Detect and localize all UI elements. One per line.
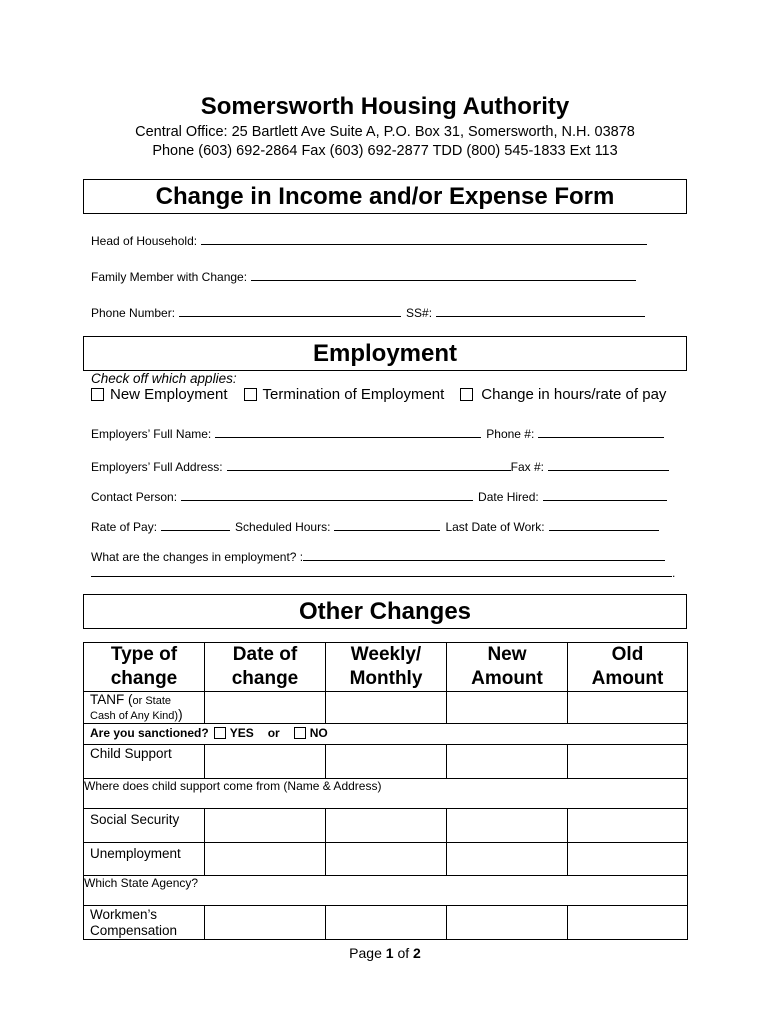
social-security-label: Social Security [90, 812, 180, 827]
contact-person-field [91, 489, 667, 504]
table-row-unemployment [84, 843, 688, 876]
social-security-old-amount-cell[interactable] [568, 809, 688, 843]
header-new-amount: New Amount [447, 643, 568, 692]
new-employment-checkbox[interactable] [91, 388, 104, 401]
option-termination[interactable] [244, 386, 445, 403]
child-support-frequency-cell[interactable] [326, 745, 447, 779]
total-pages: 2 [413, 945, 421, 961]
sanction-no-checkbox[interactable] [294, 727, 306, 739]
state-agency-label: Which State Agency? [84, 876, 199, 890]
employer-phone-label: Phone #: [486, 427, 535, 441]
unemployment-frequency-cell[interactable] [326, 843, 447, 876]
date-hired-line[interactable] [543, 489, 667, 501]
social-security-new-amount-cell[interactable] [447, 809, 568, 843]
employment-changes-line[interactable] [303, 549, 665, 561]
termination-label: Termination of Employment [262, 386, 445, 403]
employment-changes-field [91, 549, 665, 564]
employer-name-line[interactable] [215, 426, 481, 438]
tanf-small-label: or State Cash of Any Kind) [90, 695, 179, 722]
family-member-field [91, 269, 636, 284]
child-support-date-cell[interactable] [205, 745, 326, 779]
table-row-child-support-source [84, 779, 688, 809]
phone-ss-field [91, 305, 645, 320]
sanction-no-label: NO [309, 726, 328, 740]
table-row-social-security [84, 809, 688, 843]
state-agency-cell[interactable] [84, 876, 688, 906]
employer-address-line[interactable] [227, 459, 511, 471]
child-support-label: Child Support [90, 746, 172, 761]
employment-changes-label: What are the changes in employment? : [91, 550, 304, 564]
option-change-hours[interactable] [460, 386, 666, 403]
unemployment-label: Unemployment [90, 846, 181, 861]
last-date-line[interactable] [549, 519, 659, 531]
tanf-new-amount-cell[interactable] [447, 692, 568, 724]
header-type-of-change: Type of change [84, 643, 205, 692]
option-new-employment[interactable] [91, 386, 228, 403]
workmens-comp-type-cell [84, 906, 205, 940]
employer-fax-label: Fax #: [510, 460, 544, 474]
header-date-of-change: Date of change [205, 643, 326, 692]
employment-section-title: Employment [83, 336, 687, 371]
termination-checkbox[interactable] [244, 388, 257, 401]
employment-changes-end: . [672, 566, 676, 580]
workmens-comp-label: Workmen’s Compensation [90, 907, 178, 938]
employer-name-field [91, 426, 664, 441]
header-old-amount: Old Amount [568, 643, 688, 692]
child-support-type-cell [84, 745, 205, 779]
sanction-yes-label: YES [229, 726, 254, 740]
table-row-tanf [84, 692, 688, 724]
head-of-household-line[interactable] [201, 233, 647, 245]
office-address: Central Office: 25 Bartlett Ave Suite A, P.O. Box 31, Somersworth, N.H. 03878 [135, 124, 635, 140]
employer-address-label: Employers’ Full Address: [91, 460, 223, 474]
workmens-comp-frequency-cell[interactable] [326, 906, 447, 940]
page-number: Page 1 of 2 [349, 945, 421, 961]
sanction-yes-checkbox[interactable] [214, 727, 226, 739]
head-of-household-label: Head of Household: [91, 234, 198, 248]
head-of-household-field [91, 233, 647, 248]
form-title: Change in Income and/or Expense Form [83, 179, 687, 214]
tanf-frequency-cell[interactable] [326, 692, 447, 724]
sanction-cell [84, 724, 688, 745]
employer-phone-line[interactable] [538, 426, 664, 438]
table-row-sanction [84, 724, 688, 745]
employer-fax-line[interactable] [548, 459, 669, 471]
unemployment-type-cell [84, 843, 205, 876]
unemployment-old-amount-cell[interactable] [568, 843, 688, 876]
check-note: Check off which applies: [91, 371, 237, 386]
tanf-date-cell[interactable] [205, 692, 326, 724]
ss-line[interactable] [436, 305, 645, 317]
table-row-child-support [84, 745, 688, 779]
social-security-frequency-cell[interactable] [326, 809, 447, 843]
social-security-date-cell[interactable] [205, 809, 326, 843]
workmens-comp-old-amount-cell[interactable] [568, 906, 688, 940]
employer-name-label: Employers’ Full Name: [91, 427, 212, 441]
contact-person-line[interactable] [181, 489, 473, 501]
social-security-type-cell [84, 809, 205, 843]
ss-label: SS#: [406, 306, 433, 320]
change-hours-checkbox[interactable] [460, 388, 473, 401]
employment-changes-line-2[interactable] [91, 565, 672, 577]
phone-number-label: Phone Number: [91, 306, 176, 320]
tanf-old-amount-cell[interactable] [568, 692, 688, 724]
other-changes-title: Other Changes [83, 594, 687, 629]
workmens-comp-date-cell[interactable] [205, 906, 326, 940]
date-hired-label: Date Hired: [478, 490, 539, 504]
contact-numbers: Phone (603) 692-2864 Fax (603) 692-2877 TDD (800) 545-1833 Ext 113 [152, 143, 618, 159]
table-row-state-agency [84, 876, 688, 906]
sanction-question: Are you sanctioned? [90, 726, 209, 740]
phone-number-line[interactable] [179, 305, 401, 317]
tanf-type-cell: TANF (or State Cash of Any Kind)) [84, 692, 205, 724]
contact-person-label: Contact Person: [91, 490, 178, 504]
current-page: 1 [385, 945, 394, 961]
table-row-workmens-comp [84, 906, 688, 940]
scheduled-hours-line[interactable] [334, 519, 440, 531]
rate-hours-field [91, 519, 659, 534]
scheduled-hours-label: Scheduled Hours: [235, 520, 331, 534]
new-employment-label: New Employment [110, 386, 228, 403]
child-support-source-label: Where does child support come from (Name & Address) [84, 779, 382, 793]
header-weekly-monthly: Weekly/ Monthly [326, 643, 447, 692]
tanf-label: TANF ( [90, 692, 133, 707]
unemployment-new-amount-cell[interactable] [447, 843, 568, 876]
child-support-new-amount-cell[interactable] [447, 745, 568, 779]
last-date-label: Last Date of Work: [445, 520, 545, 534]
family-member-label: Family Member with Change: [91, 270, 248, 284]
change-hours-label: Change in hours/rate of pay [481, 386, 667, 403]
rate-of-pay-line[interactable] [161, 519, 230, 531]
unemployment-date-cell[interactable] [205, 843, 326, 876]
employer-address-field [91, 459, 669, 474]
employment-options [91, 386, 666, 403]
table-header-row [84, 643, 688, 692]
child-support-source-cell[interactable] [84, 779, 688, 809]
child-support-old-amount-cell[interactable] [568, 745, 688, 779]
sanction-or-label: or [267, 726, 280, 740]
rate-of-pay-label: Rate of Pay: [91, 520, 158, 534]
other-changes-table [83, 642, 688, 940]
employment-changes-line2-field [91, 565, 675, 580]
workmens-comp-new-amount-cell[interactable] [447, 906, 568, 940]
organization-name: Somersworth Housing Authority [200, 93, 570, 120]
family-member-line[interactable] [251, 269, 636, 281]
